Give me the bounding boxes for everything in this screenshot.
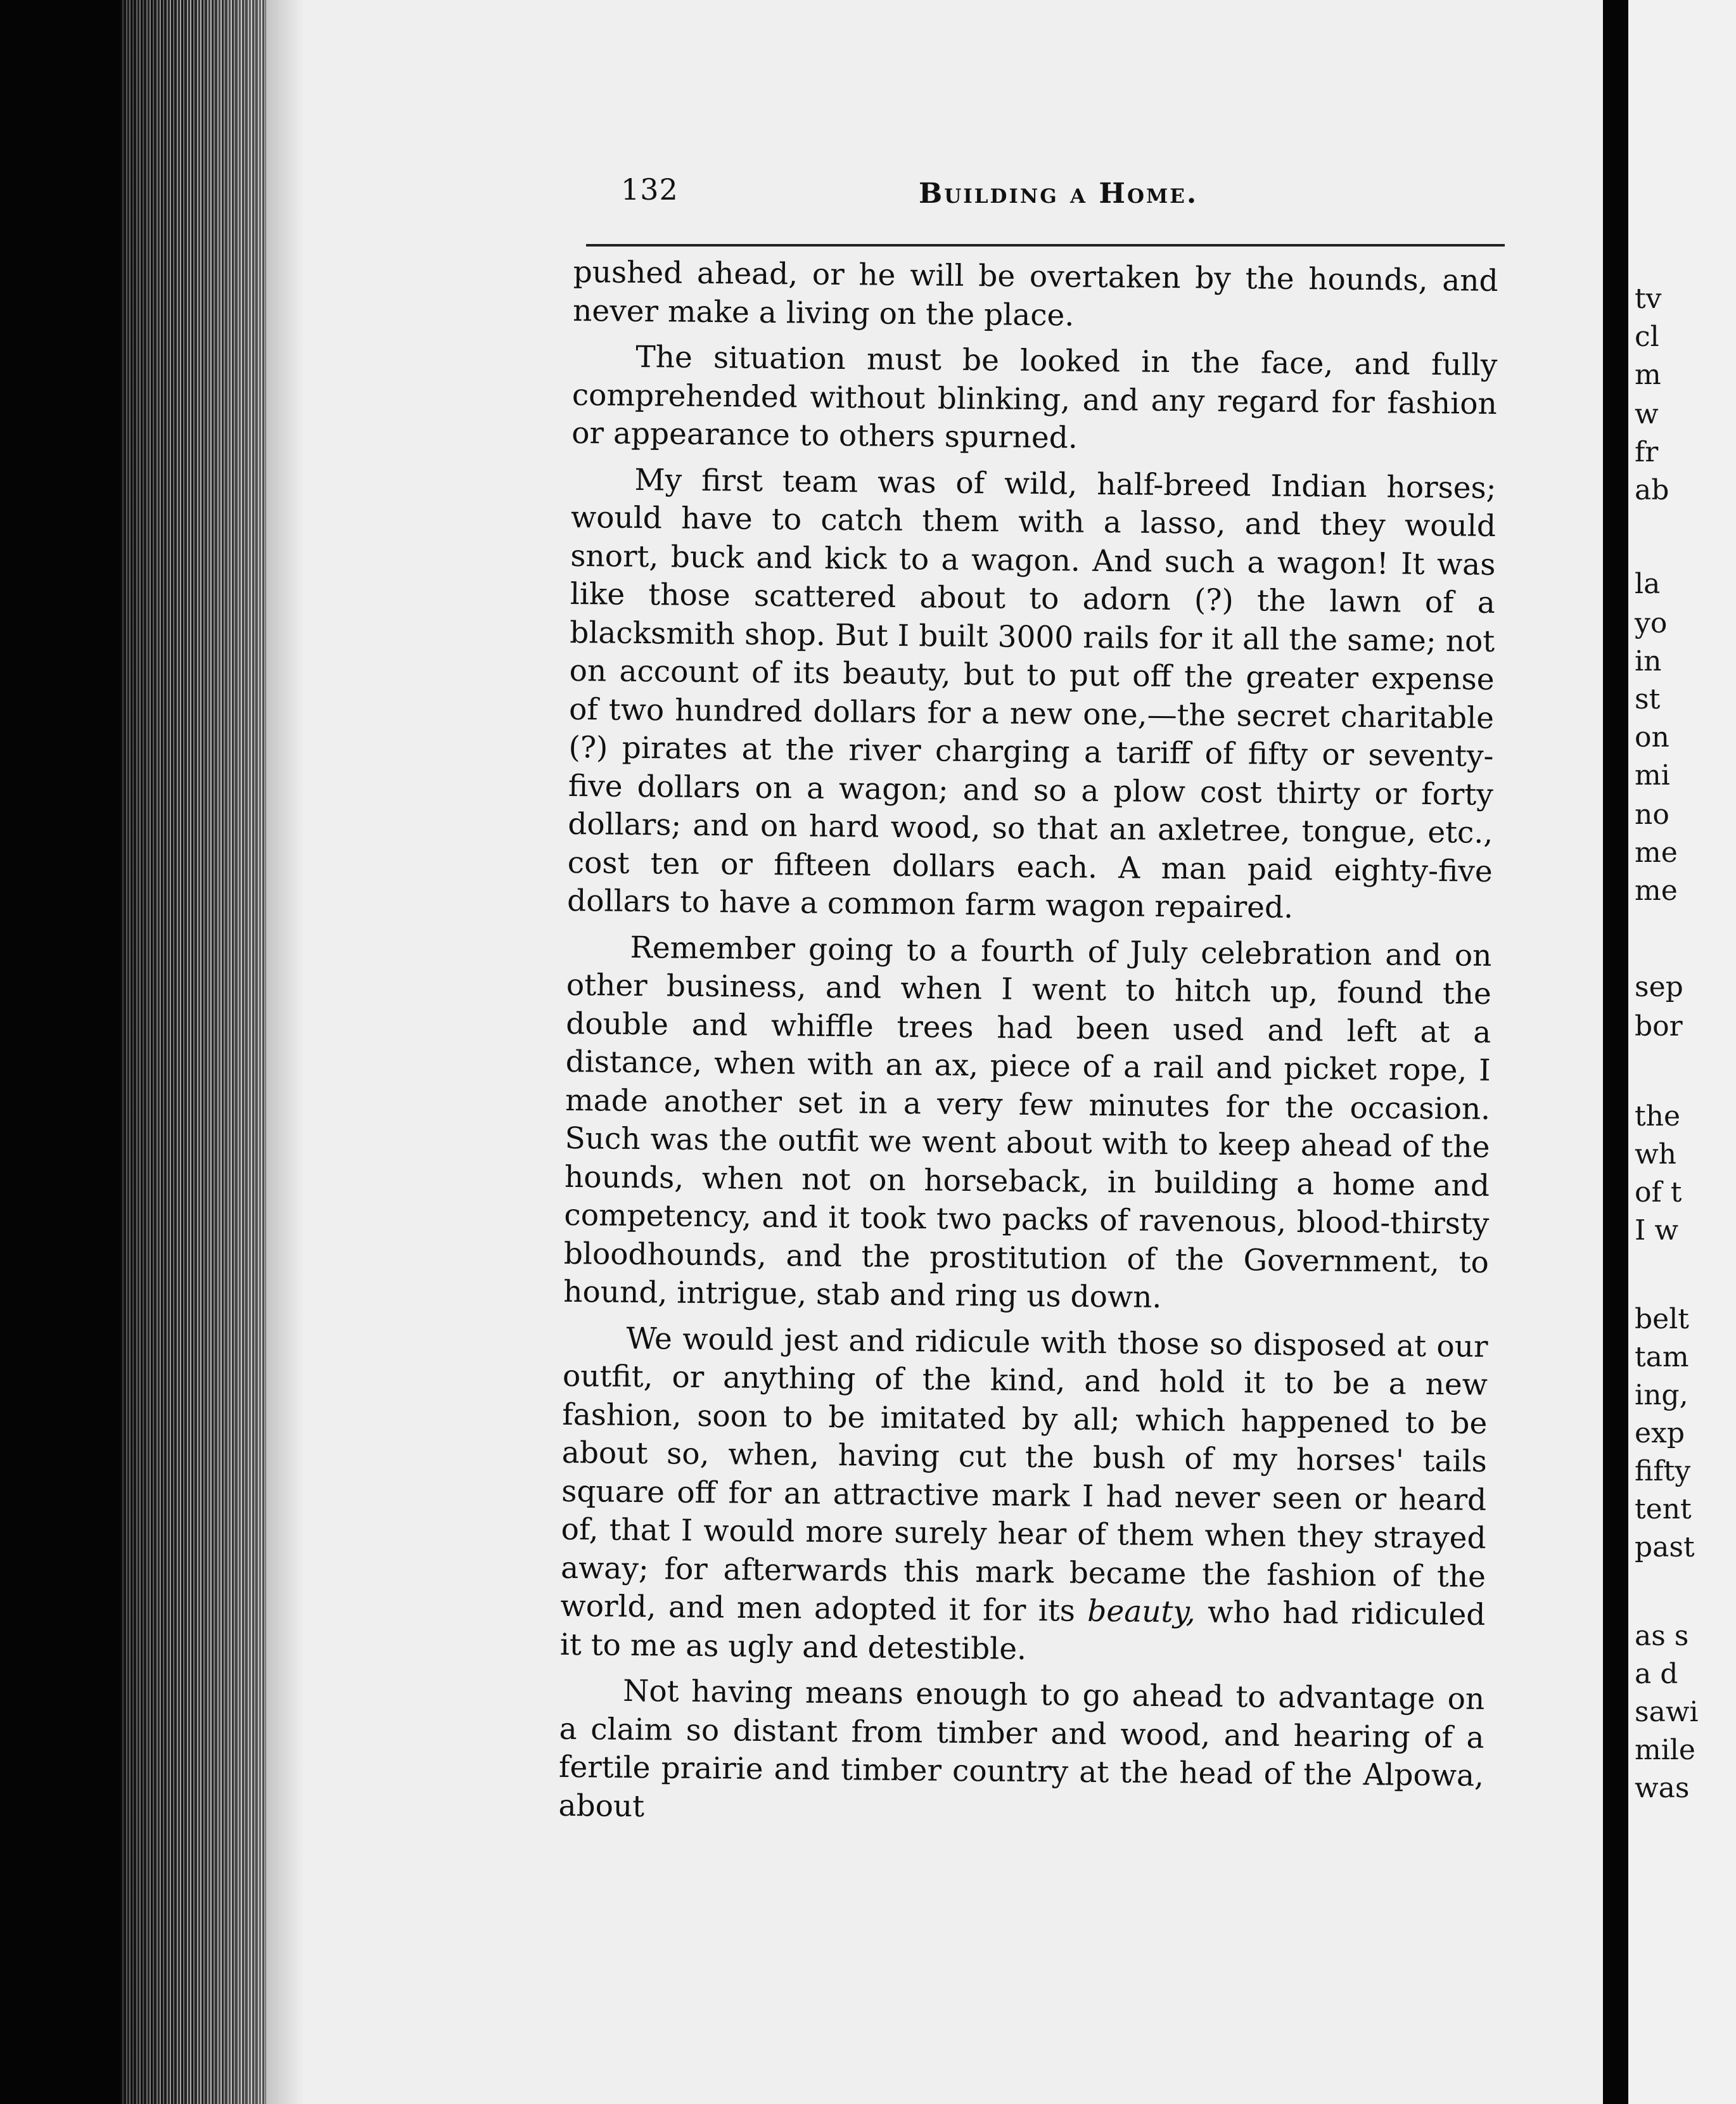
facing-page-fragment: la [1635, 568, 1661, 600]
facing-page-fragment: of t [1635, 1176, 1682, 1209]
running-head: Building a Home. [919, 177, 1199, 210]
page-gutter [1603, 0, 1628, 2104]
facing-page [1628, 0, 1736, 2104]
paragraph: The situation must be looked in the face, and fully comprehended without blinking, and any regard for fashion or appearance to others spurned. [571, 339, 1498, 456]
facing-page-fragment: a d [1635, 1658, 1678, 1690]
facing-page-fragment: bor [1635, 1010, 1683, 1042]
paragraph: Not having means enough to go ahead to advantage on a claim so distant from timber and wood, and hearing of a fertile prairie and timber country at the head of the Alpowa, about [558, 1673, 1485, 1824]
facing-page-fragment: belt [1635, 1303, 1689, 1335]
facing-page-fragment: on [1635, 721, 1669, 754]
paragraph [560, 1319, 1488, 1672]
facing-page-fragment: exp [1635, 1417, 1685, 1449]
facing-page-fragment: in [1635, 645, 1662, 677]
body-text [558, 253, 1498, 1842]
facing-page-fragment: sep [1635, 971, 1683, 1003]
paragraph-text: who had ridiculed it to me as ugly and detestible. [559, 1594, 1486, 1667]
facing-page-fragment: the [1635, 1100, 1681, 1132]
header-rule [586, 244, 1505, 247]
facing-page-fragment: mi [1635, 759, 1670, 792]
page-edges [120, 0, 272, 2104]
facing-page-fragment: cl [1635, 321, 1659, 353]
facing-page-fragment: me [1635, 837, 1678, 869]
facing-page-fragment: me [1635, 875, 1678, 907]
scan-background [0, 0, 139, 2104]
facing-page-fragment: st [1635, 683, 1661, 715]
facing-page-fragment: tam [1635, 1341, 1689, 1373]
facing-page-fragment: wh [1635, 1138, 1676, 1171]
paragraph: My first team was of wild, half-breed Indian horses; would have to catch them with a lasso, and they would snort, buck and kick to a wagon. And such a wagon! It was like those scattered about to adorn (?) the lawn of a blacksmith shop. But I built 3000 rails for it all the same; not on account of its beauty, but to put off the greater expense of two hundred dollars for a new one,—the secret charitable (?) pirates at the river charging a tariff of fifty or seventy-five dollars on a wagon; and so a plow cost thirty or forty dollars; and on hard wood, so that an axletree, tongue, etc., cost ten or fifteen dollars each. A man paid eighty-five dollars to have a common farm wagon repaired. [566, 462, 1497, 925]
facing-page-fragment: past [1635, 1531, 1695, 1563]
facing-page-fragment: tv [1635, 283, 1662, 315]
facing-page-fragment: ab [1635, 474, 1669, 506]
page-number: 132 [621, 172, 679, 207]
facing-page-fragment: fr [1635, 436, 1659, 468]
facing-page-fragment: tent [1635, 1493, 1692, 1525]
emphasized-word: beauty, [1087, 1593, 1196, 1630]
facing-page-fragment: no [1635, 799, 1669, 831]
facing-page-fragment: w [1635, 398, 1659, 430]
facing-page-fragment: sawi [1635, 1696, 1699, 1728]
facing-page-fragment: ing, [1635, 1379, 1688, 1411]
facing-page-fragment: as s [1635, 1620, 1689, 1652]
facing-page-fragment: was [1635, 1772, 1690, 1804]
facing-page-fragment: I w [1635, 1214, 1679, 1247]
facing-page-fragment: m [1635, 359, 1661, 391]
facing-page-fragment: mile [1635, 1734, 1695, 1766]
paragraph: Remember going to a fourth of July celebration and on other business, and when I went to hitch up, found the double and whiffle trees had been used and left at a distance, when with an ax, piece of a rail and picket rope, I made another set in a very few minutes for the occasion. Such was the outfit we went about with to keep ahead of the hounds, when not on horseback, in building a home and competency, and it took two packs of ravenous, blood-thirsty bloodhounds, and the prostitution of the Government, to hound, intrigue, stab and ring us down. [563, 930, 1492, 1315]
paragraph: pushed ahead, or he will be overtaken by the hounds, and never make a living on the place. [572, 254, 1498, 333]
facing-page-fragment: fifty [1635, 1455, 1691, 1487]
facing-page-fragment: yo [1635, 607, 1668, 639]
paragraph-text: We would jest and ridicule with those so disposed at our outfit, or anything of the kind, and hold it to be a new fashion, soon to be imitated by all; which happened to be about so, when, having cut the bush of my horses' tails square off for an attractive mark I had never seen or heard of, that I would more surely hear of them when they strayed away; for afterwards this mark became the fashion of the world, and men adopted it for its [560, 1321, 1488, 1629]
